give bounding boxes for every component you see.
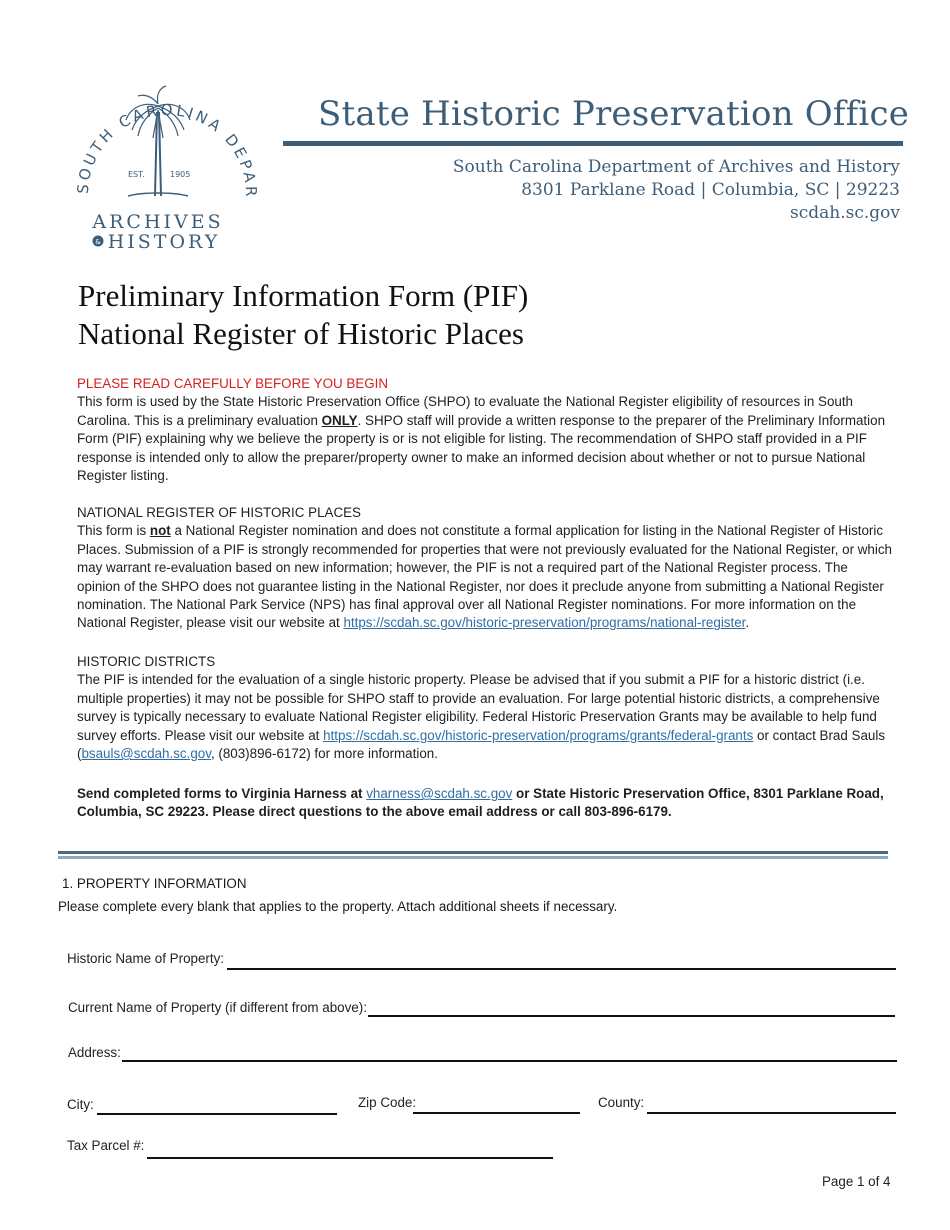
districts-section — [77, 653, 892, 763]
county-label: County: — [598, 1095, 645, 1110]
intro-paragraph — [77, 393, 892, 485]
address-field[interactable] — [122, 1060, 897, 1062]
nrhp-paragraph — [77, 522, 892, 632]
city-field[interactable] — [97, 1113, 337, 1115]
department-contact-block — [453, 156, 900, 225]
svg-text:SOUTH CAROLINA DEPARTMENT OF — [48, 46, 260, 199]
zip-code-field[interactable] — [413, 1112, 580, 1114]
form-title-line-2: National Register of Historic Places — [78, 316, 524, 351]
districts-text-b: or contact Brad Sauls ( — [77, 727, 886, 762]
nrhp-section — [77, 504, 892, 633]
historic-name-label: Historic Name of Property: — [67, 951, 225, 966]
seal-arc-text: SOUTH CAROLINA DEPAR — [73, 100, 261, 199]
nrhp-text-b: a National Register nomination and does not constitute a formal application for listing in the National Register of Historic Places. Submission of a PIF is strongly recommended for properties that were not previously evaluated for the National Register, or which may warrant re-evaluation based on new information; however, the PIF is not a required part of the National Register process. The opinion of the SHPO does not guarantee listing in the National Register, nor does it preclude anyone from submitting a National Register nomination. The National Park Service (NPS) has final approval over all National Register nominations. For more information on the National Register, please visit our website at — [77, 523, 892, 631]
tax-parcel-field[interactable] — [147, 1157, 553, 1159]
nrhp-heading: NATIONAL REGISTER OF HISTORIC PLACES — [77, 505, 361, 520]
seal-history-text: HISTORY — [107, 231, 221, 253]
intro-only-emphasis: ONLY — [321, 412, 358, 428]
districts-text-c: , (803)896-6172) for more information. — [210, 746, 438, 762]
vharness-email-link[interactable]: vharness@scdah.sc.gov — [366, 786, 513, 801]
seal-ampersand: & — [95, 238, 101, 246]
districts-paragraph — [77, 671, 892, 763]
historic-name-field[interactable] — [227, 968, 896, 970]
department-name: South Carolina Department of Archives and History — [452, 157, 900, 177]
tax-parcel-label: Tax Parcel #: — [67, 1138, 145, 1153]
current-name-label: Current Name of Property (if different from above): — [68, 1000, 367, 1015]
form-title-line-1: Preliminary Information Form (PIF) — [78, 278, 529, 313]
agency-seal-logo — [48, 46, 268, 256]
seal-year-text: 1905 — [170, 170, 191, 179]
header-divider — [283, 141, 903, 146]
send-text-a: Send completed forms to Virginia Harness at — [77, 786, 367, 801]
intro-text-b: . SHPO staff will provide a written response to the preparer of the Preliminary Information Form (PIF) explaining why we believe the property is or is not eligible for listing. The recommendation of SHPO staff provided in a PIF response is intended only to allow the preparer/property owner to make an informed decision about whether or not to pursue National Register listing. — [77, 412, 886, 484]
current-name-field[interactable] — [368, 1015, 895, 1017]
nrhp-not-emphasis: not — [149, 523, 171, 539]
seal-est-text: EST. — [128, 170, 145, 179]
zip-code-label: Zip Code: — [358, 1095, 417, 1110]
office-title: State Historic Preservation Office — [318, 94, 910, 134]
national-register-link[interactable]: https://scdah.sc.gov/historic-preservation/programs/national-register — [343, 615, 746, 631]
nrhp-text-a: This form is — [77, 523, 150, 539]
form-title — [78, 277, 528, 353]
submission-instructions — [77, 785, 892, 822]
property-information-note: Please complete every blank that applies to the property. Attach additional sheets if necessary. — [58, 899, 618, 914]
section-divider — [58, 851, 888, 854]
districts-text-a: The PIF is intended for the evaluation of a single historic property. Please be advised that if you submit a PIF for a historic district (i.e. multiple properties) it may not be possible for SHPO staff to provide an evaluation. For large potential historic districts, a comprehensive survey is typically necessary to evaluate National Register eligibility. Federal Historic Preservation Grants may be available to help fund survey efforts. Please visit our website at — [77, 672, 880, 743]
bsauls-email-link[interactable]: bsauls@scdah.sc.gov — [81, 746, 211, 762]
seal-archives-text: ARCHIVES — [92, 211, 224, 233]
intro-warning-heading: PLEASE READ CAREFULLY BEFORE YOU BEGIN — [77, 376, 389, 391]
nrhp-text-end: . — [745, 615, 750, 631]
send-text-b: or State Historic Preservation Office, 8301 Parklane Road, Columbia, SC 29223. Please direct questions to the above email address or call 803-896-6179. — [77, 786, 884, 820]
page-number: Page 1 of 4 — [822, 1174, 891, 1189]
intro-text-a: This form is used by the State Historic Preservation Office (SHPO) to evaluate the National Register eligibility of resources in South Carolina. This is a preliminary evaluation — [77, 394, 854, 428]
property-information-heading: 1. PROPERTY INFORMATION — [62, 876, 247, 891]
address-label: Address: — [68, 1045, 121, 1060]
section-divider-accent — [58, 856, 888, 859]
intro-section — [77, 375, 892, 485]
city-label: City: — [67, 1097, 94, 1112]
federal-grants-link[interactable]: https://scdah.sc.gov/historic-preservation/programs/grants/federal-grants — [323, 727, 754, 743]
department-website: scdah.sc.gov — [790, 203, 900, 223]
department-address: 8301 Parklane Road | Columbia, SC | 29223 — [521, 180, 900, 200]
districts-heading: HISTORIC DISTRICTS — [77, 654, 216, 669]
county-field[interactable] — [647, 1112, 896, 1114]
